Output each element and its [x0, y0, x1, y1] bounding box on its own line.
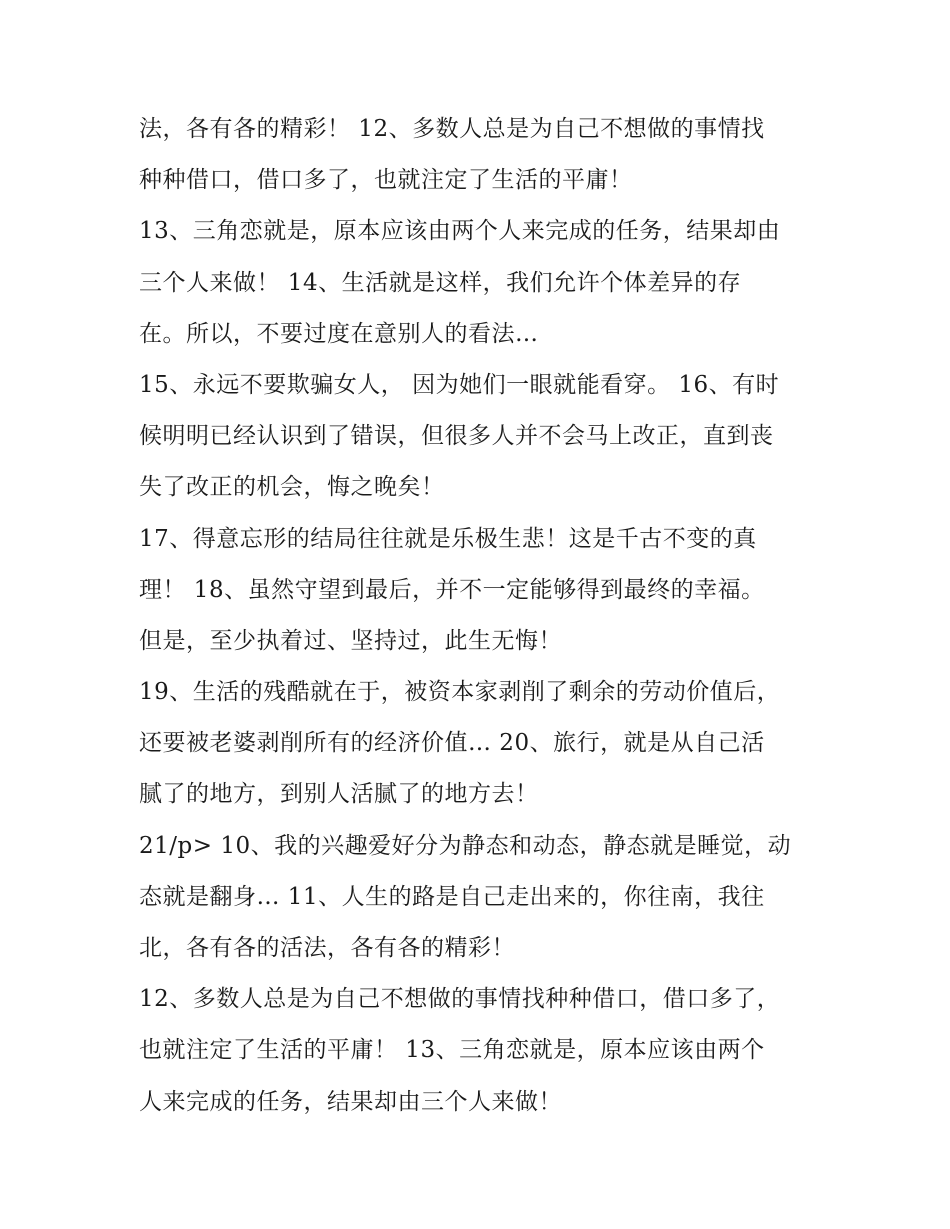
text-line: 腻了的地方，到别人活腻了的地方去！: [139, 781, 539, 808]
text-line: 种种借口，借口多了，也就注定了生活的平庸！: [139, 167, 633, 194]
text-line: 法，各有各的精彩！ 12、多数人总是为自己不想做的事情找: [139, 116, 765, 142]
text-line: 在。所以，不要过度在意别人的看法…: [139, 320, 539, 347]
text-line: 19、生活的残酷就在于，被资本家剥削了剩余的劳动价值后，: [139, 679, 781, 706]
text-line: 态就是翻身… 11、人生的路是自己走出来的，你往南，我往: [139, 883, 765, 910]
text-line: 21/p> 10、我的兴趣爱好分为静态和动态，静态就是睡觉，动: [139, 832, 792, 859]
text-line: 12、多数人总是为自己不想做的事情找种种借口，借口多了，: [139, 986, 781, 1013]
text-line: 17、得意忘形的结局往往就是乐极生悲！这是千古不变的真: [139, 525, 757, 552]
text-line: 三个人来做！ 14、生活就是这样，我们允许个体差异的存: [139, 269, 742, 296]
text-line: 失了改正的机会，悔之晚矣！: [139, 474, 445, 501]
text-line: 15、永远不要欺骗女人， 因为她们一眼就能看穿。 16、有时: [139, 371, 780, 398]
text-line: 理！ 18、虽然守望到最后，并不一定能够得到最终的幸福。: [139, 576, 765, 603]
text-line: 候明明已经认识到了错误，但很多人并不会马上改正，直到丧: [139, 423, 774, 450]
text-line: 人来完成的任务，结果却由三个人来做！: [139, 1088, 562, 1115]
text-line: 但是，至少执着过、坚持过，此生无悔！: [139, 627, 562, 654]
body-text: [139, 104, 829, 1128]
text-line: 13、三角恋就是，原本应该由两个人来完成的任务，结果却由: [139, 218, 781, 245]
text-line: 北，各有各的活法，各有各的精彩！: [139, 935, 515, 961]
text-line: 也就注定了生活的平庸！ 13、三角恋就是，原本应该由两个: [139, 1037, 765, 1064]
text-line: 还要被老婆剥削所有的经济价值… 20、旅行，就是从自己活: [139, 730, 765, 757]
